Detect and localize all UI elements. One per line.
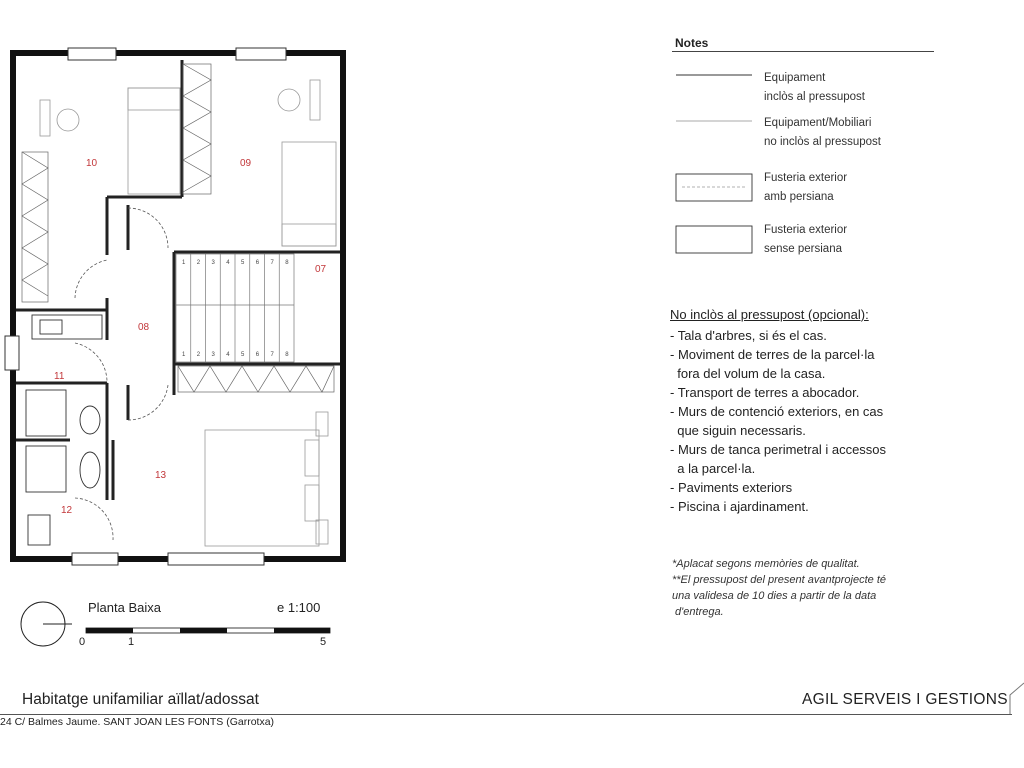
excluded-item: fora del volum de la casa. — [670, 366, 826, 381]
stair-step-labels — [182, 260, 289, 358]
footnote-line: *Aplacat segons memòries de qualitat. — [672, 558, 860, 570]
interior-walls — [16, 60, 340, 500]
exterior-walls — [13, 53, 343, 559]
staircase — [176, 254, 294, 362]
excluded-item: que siguin necessaris. — [670, 423, 806, 438]
footnote-line: una validesa de 10 dies a partir de la data — [672, 590, 877, 602]
footnotes — [672, 556, 886, 620]
stair-step-number: 5 — [241, 260, 245, 266]
room-label-08: 08 — [138, 322, 150, 333]
exterior-windows — [5, 48, 286, 565]
footnote-line: d'entrega. — [672, 606, 724, 618]
legend-line: Equipament/Mobiliari — [764, 117, 872, 129]
wardrobes — [22, 64, 334, 392]
scale-bar-label: 1 — [128, 636, 135, 648]
stair-step-number: 8 — [285, 260, 289, 266]
excluded-item: - Moviment de terres de la parcel·la — [670, 347, 875, 362]
room-label-13: 13 — [155, 470, 167, 481]
project-address: 24 C/ Balmes Jaume. SANT JOAN LES FONTS (Garrotxa) — [0, 716, 275, 728]
footnote-line: **El pressupost del present avantprojecte té — [672, 574, 887, 586]
legend-line: inclòs al pressupost — [764, 91, 865, 103]
stair-step-number: 7 — [270, 352, 274, 358]
stair-step-number: 2 — [196, 260, 201, 266]
legend-item-equipment-included — [764, 69, 865, 107]
stair-step-number: 3 — [211, 352, 215, 358]
excluded-item: - Transport de terres a abocador. — [670, 385, 860, 400]
excluded-title: No inclòs al pressupost (opcional): — [670, 307, 869, 322]
legend-item-window-with-shutter — [764, 169, 847, 207]
stair-step-number: 1 — [182, 260, 186, 266]
plan-title: Planta Baixa — [88, 600, 161, 615]
excluded-item: - Piscina i ajardinament. — [670, 499, 809, 514]
notes-divider — [672, 51, 934, 52]
stair-step-number: 6 — [255, 260, 260, 266]
orientation-circle-icon — [21, 602, 72, 646]
furniture — [40, 80, 336, 546]
excluded-item: - Tala d'arbres, si és el cas. — [670, 328, 827, 343]
room-label-10: 10 — [86, 158, 98, 169]
corner-mark — [1010, 683, 1024, 714]
stair-step-number: 4 — [226, 352, 230, 358]
room-label-09: 09 — [240, 158, 252, 169]
legend-line: sense persiana — [764, 243, 842, 255]
stair-step-number: 2 — [196, 352, 201, 358]
room-label-11: 11 — [54, 371, 65, 382]
stair-step-number: 3 — [211, 260, 215, 266]
plan-scale: e 1:100 — [277, 600, 321, 615]
footer-divider — [0, 714, 1012, 715]
room-label-12: 12 — [61, 505, 73, 516]
scale-bar-label: 0 — [79, 636, 86, 648]
legend-symbols — [676, 75, 752, 253]
legend-item-window-without-shutter — [764, 221, 847, 259]
excluded-item: a la parcel·la. — [670, 461, 756, 476]
legend-line: Fusteria exterior — [764, 172, 848, 184]
room-label-07: 07 — [315, 264, 327, 275]
excluded-list — [670, 326, 886, 516]
stair-step-number: 5 — [241, 352, 245, 358]
scale-bar — [86, 628, 330, 633]
excluded-item: - Murs de contenció exteriors, en cas — [670, 404, 884, 419]
stair-step-number: 8 — [285, 352, 289, 358]
stair-step-number: 1 — [182, 352, 186, 358]
legend-line: Equipament — [764, 72, 826, 84]
stair-step-number: 4 — [226, 260, 230, 266]
notes-heading: Notes — [675, 36, 709, 50]
excluded-item: - Paviments exteriors — [670, 480, 793, 495]
excluded-item: - Murs de tanca perimetral i accessos — [670, 442, 887, 457]
scale-bar-label: 5 — [320, 636, 327, 648]
legend-line: amb persiana — [764, 191, 834, 203]
stair-step-number: 7 — [270, 260, 274, 266]
company-name: AGIL SERVEIS I GESTIONS — [802, 691, 1008, 708]
legend-item-equipment-not-included — [764, 114, 881, 152]
project-title: Habitatge unifamiliar aïllat/adossat — [22, 691, 259, 708]
stair-step-number: 6 — [255, 352, 260, 358]
legend-line: Fusteria exterior — [764, 224, 848, 236]
legend-line: no inclòs al pressupost — [764, 136, 881, 148]
room-labels — [54, 158, 327, 516]
door-swings — [75, 208, 168, 540]
